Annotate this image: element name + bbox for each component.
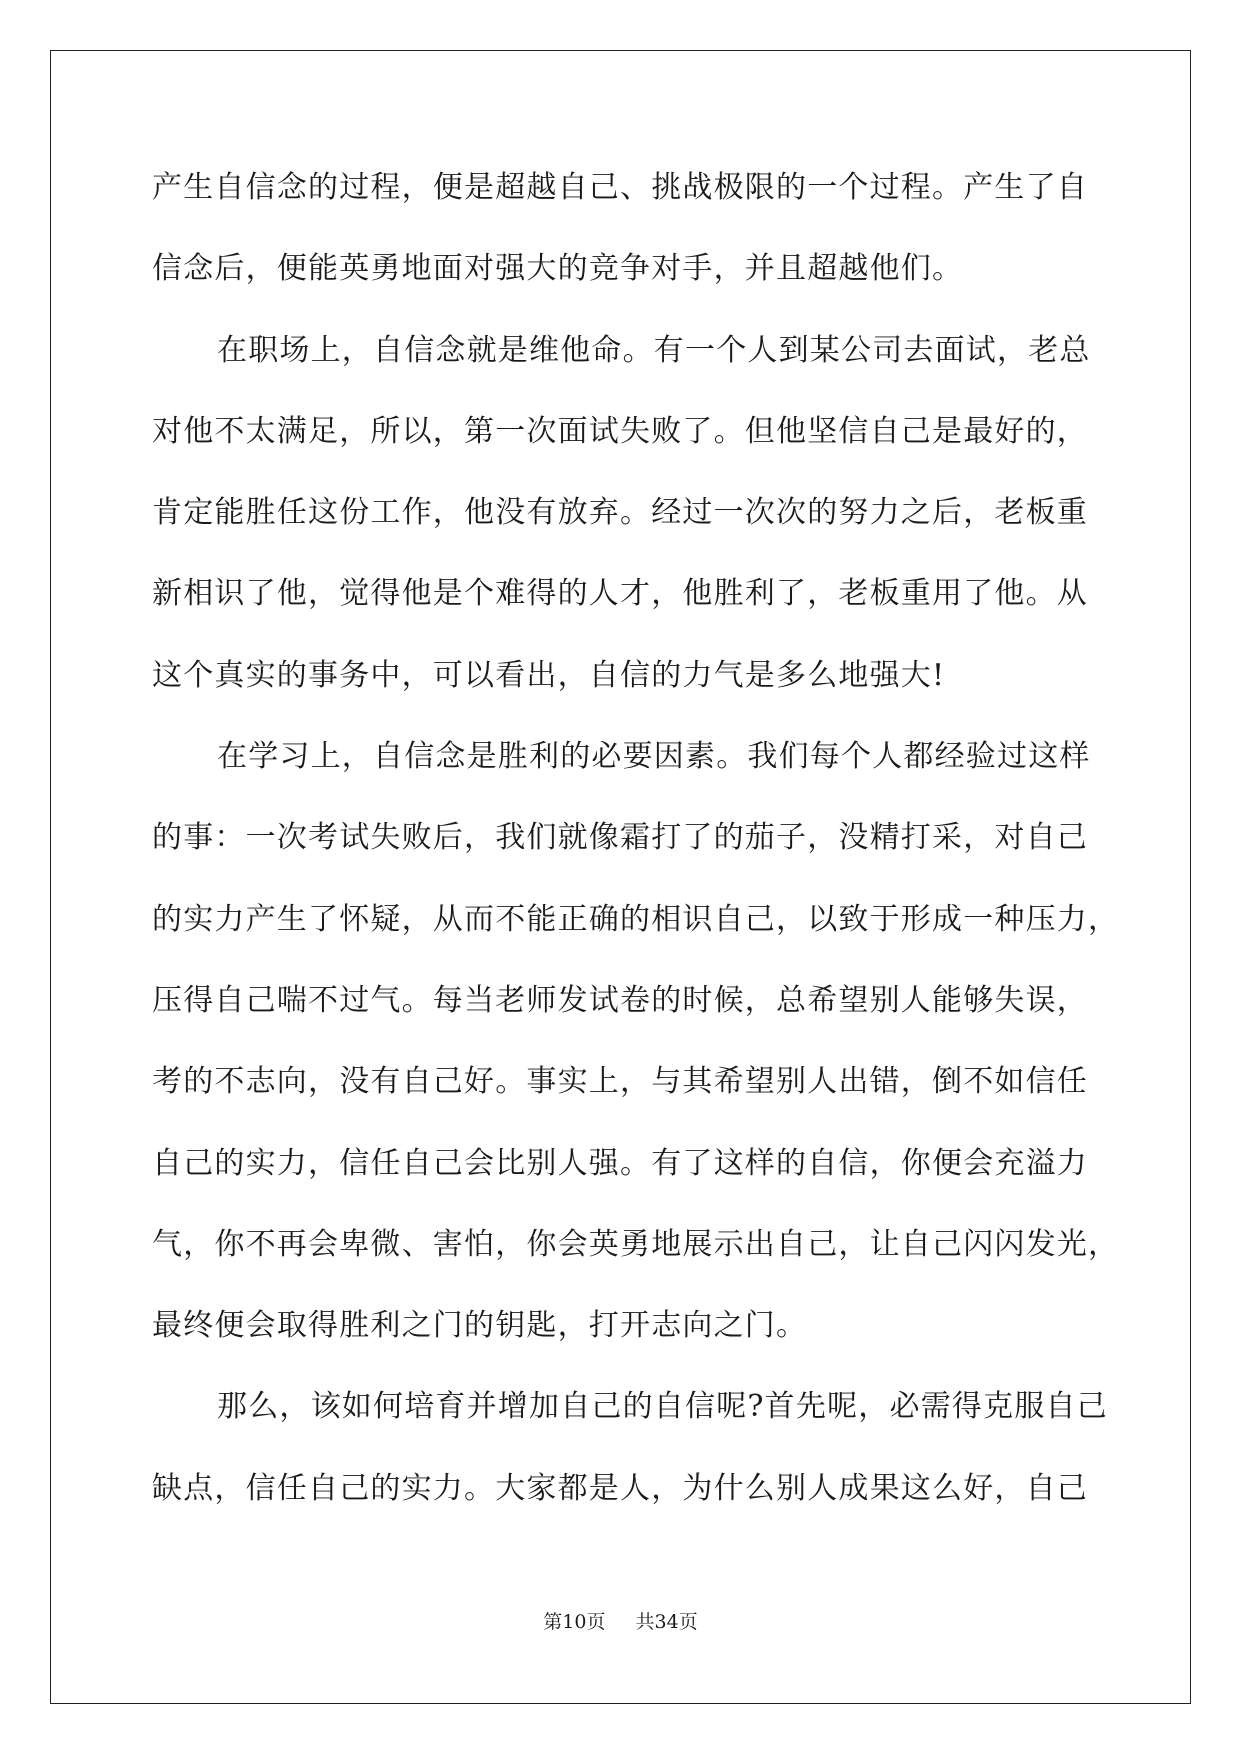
text-line: 气，你不再会卑微、害怕，你会英勇地展示出自己，让自己闪闪发光， (152, 1226, 1120, 1262)
text-line: 压得自己喘不过气。每当老师发试卷的时候，总希望别人能够失误， (152, 982, 1088, 1018)
text-line: 对他不太满足，所以，第一次面试失败了。但他坚信自己是最好的， (152, 413, 1088, 449)
document-body (152, 168, 1120, 1550)
page-number-current: 第10页 (543, 1611, 606, 1633)
text-line: 考的不志向，没有自己好。事实上，与其希望别人出错，倒不如信任 (152, 1064, 1088, 1100)
text-line: 肯定能胜任这份工作，他没有放弃。经过一次次的努力之后，老板重 (152, 495, 1088, 531)
text-line: 这个真实的事务中，可以看出，自信的力气是多么地强大! (152, 657, 946, 693)
text-line: 的实力产生了怀疑，从而不能正确的相识自己，以致于形成一种压力， (152, 901, 1120, 937)
page-number-total: 共34页 (635, 1611, 698, 1633)
text-line: 信念后，便能英勇地面对强大的竞争对手，并且超越他们。 (152, 251, 964, 287)
page-footer (0, 1607, 1241, 1634)
paragraph-start-line: 那么，该如何培育并增加自己的自信呢?首先呢，必需得克服自己 (217, 1389, 1108, 1425)
text-line: 的事：一次考试失败后，我们就像霜打了的茄子，没精打采，对自己 (152, 820, 1088, 856)
text-line: 缺点，信任自己的实力。大家都是人，为什么别人成果这么好，自己 (152, 1470, 1088, 1506)
text-line: 新相识了他，觉得他是个难得的人才，他胜利了，老板重用了他。从 (152, 576, 1088, 612)
paragraph-start-line: 在学习上，自信念是胜利的必要因素。我们每个人都经验过这样 (217, 739, 1091, 775)
text-line: 最终便会取得胜利之门的钥匙，打开志向之门。 (152, 1308, 808, 1344)
paragraph-start-line: 在职场上，自信念就是维他命。有一个人到某公司去面试，老总 (217, 332, 1091, 368)
text-line: 产生自信念的过程，便是超越自己、挑战极限的一个过程。产生了自 (152, 170, 1088, 205)
text-line: 自己的实力，信任自己会比别人强。有了这样的自信，你便会充溢力 (152, 1145, 1088, 1181)
